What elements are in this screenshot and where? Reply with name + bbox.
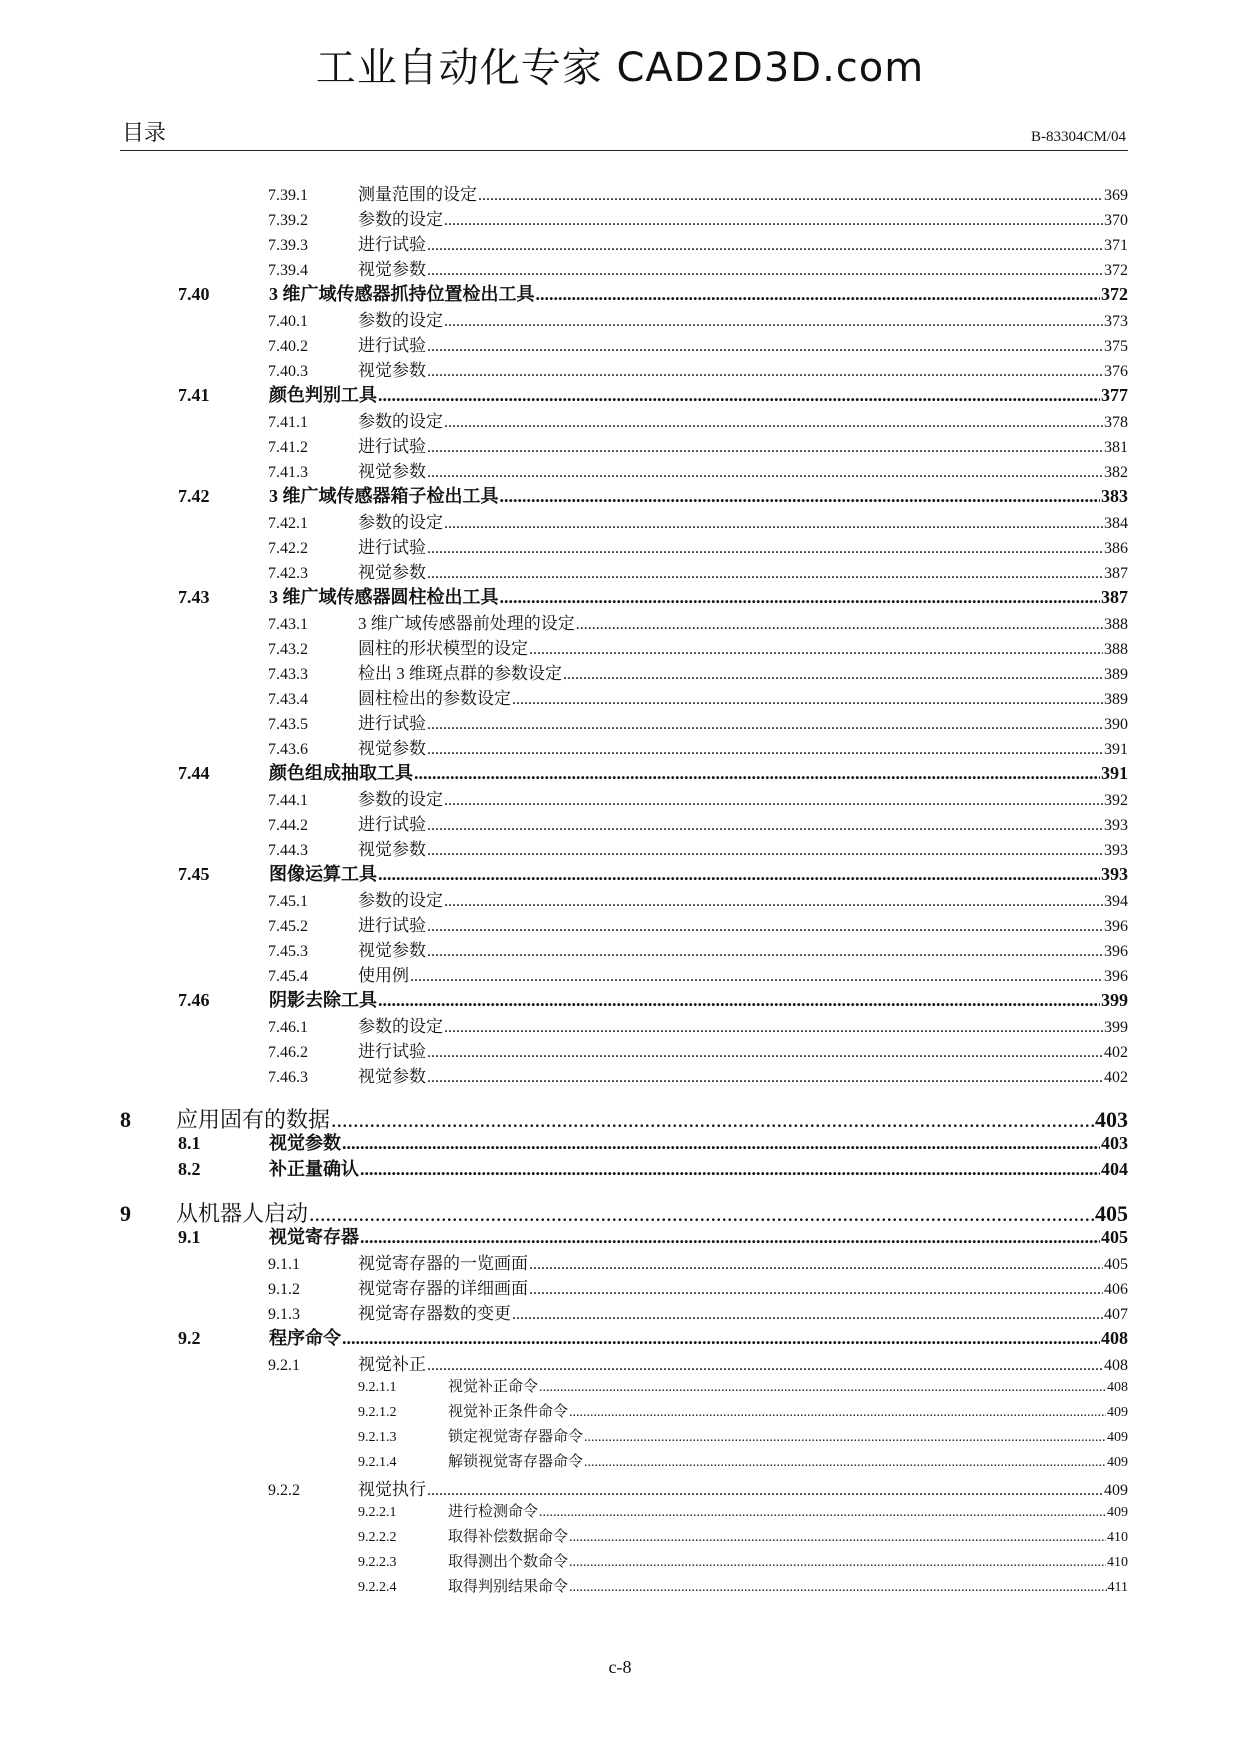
toc-entry-title: 进行试验 <box>358 437 426 456</box>
toc-entry-number: 7.41 <box>178 385 210 405</box>
toc-entry-number: 9.1 <box>178 1227 201 1247</box>
toc-entry-title: 视觉补正 <box>358 1355 426 1374</box>
toc-entry-page: 388 <box>1104 641 1128 658</box>
toc-entry[interactable] <box>120 835 1128 860</box>
toc-entry-number: 7.41.2 <box>268 439 308 456</box>
toc-dot-leader <box>584 1430 1106 1446</box>
toc-entry[interactable] <box>120 1550 1128 1575</box>
toc-entry-title: 视觉寄存器数的变更 <box>358 1304 511 1323</box>
toc-entry-title: 应用固有的数据 <box>176 1107 331 1132</box>
toc-entry-number: 7.43.2 <box>268 641 308 658</box>
toc-entry[interactable] <box>120 1223 1128 1249</box>
toc-entry-page: 411 <box>1107 1580 1128 1595</box>
toc-entry-number: 7.42.3 <box>268 565 308 582</box>
toc-entry[interactable] <box>120 911 1128 936</box>
toc-entry[interactable] <box>120 432 1128 457</box>
toc-entry[interactable] <box>120 1197 1128 1226</box>
toc-dot-leader <box>427 262 1103 280</box>
toc-entry[interactable] <box>120 860 1128 886</box>
toc-entry-title: 视觉补正条件命令 <box>448 1404 569 1420</box>
toc-entry-page: 369 <box>1104 187 1128 204</box>
toc-dot-leader <box>427 565 1103 583</box>
toc-entry-title: 参数的设定 <box>358 1017 443 1036</box>
toc-entry-page: 393 <box>1104 842 1128 859</box>
toc-entry[interactable] <box>120 255 1128 280</box>
toc-entry-page: 410 <box>1107 1530 1128 1545</box>
toc-entry-title: 参数的设定 <box>358 891 443 910</box>
toc-entry-page: 390 <box>1104 716 1128 733</box>
toc-dot-leader <box>584 1455 1106 1471</box>
toc-entry-title: 进行试验 <box>358 714 426 733</box>
toc-entry[interactable] <box>120 1500 1128 1525</box>
toc-entry-title: 3 维广域传感器前处理的设定 <box>358 614 575 633</box>
toc-entry[interactable] <box>120 1155 1128 1181</box>
toc-entry-number: 9 <box>120 1201 131 1226</box>
toc-entry-title: 进行检测命令 <box>448 1504 539 1520</box>
toc-entry[interactable] <box>120 734 1128 759</box>
toc-entry-number: 9.1.1 <box>268 1256 300 1273</box>
toc-dot-leader <box>512 691 1103 709</box>
toc-entry-number: 7.40 <box>178 284 210 304</box>
toc-entry-page: 387 <box>1101 587 1128 607</box>
toc-entry-page: 387 <box>1104 565 1128 582</box>
toc-entry[interactable] <box>120 886 1128 911</box>
toc-dot-leader <box>360 1159 1100 1180</box>
toc-entry-page: 409 <box>1107 1455 1128 1470</box>
toc-dot-leader <box>444 515 1103 533</box>
toc-entry-number: 9.2.1.4 <box>358 1455 397 1470</box>
toc-dot-leader <box>444 1019 1103 1037</box>
toc-entry-title: 取得补偿数据命令 <box>448 1529 569 1545</box>
toc-entry-title: 圆柱的形状模型的设定 <box>358 639 528 658</box>
toc-dot-leader <box>414 763 1100 784</box>
toc-entry[interactable] <box>120 356 1128 381</box>
toc-entry-number: 7.45.1 <box>268 893 308 910</box>
toc-entry-page: 376 <box>1104 363 1128 380</box>
toc-dot-leader <box>378 864 1100 885</box>
toc-entry[interactable] <box>120 1062 1128 1087</box>
toc-entry[interactable] <box>120 936 1128 961</box>
toc-dot-leader <box>378 990 1100 1011</box>
toc-dot-leader <box>427 363 1103 381</box>
toc-entry-page: 408 <box>1107 1380 1128 1395</box>
toc-entry-title: 补正量确认 <box>269 1159 359 1179</box>
toc-dot-leader <box>529 1281 1103 1299</box>
toc-entry[interactable] <box>120 533 1128 558</box>
toc-entry-number: 7.45.3 <box>268 943 308 960</box>
toc-entry[interactable] <box>120 1350 1128 1375</box>
toc-entry-page: 393 <box>1101 864 1128 884</box>
toc-entry-title: 进行试验 <box>358 235 426 254</box>
toc-entry[interactable] <box>120 1525 1128 1550</box>
toc-dot-leader <box>478 187 1103 205</box>
toc-entry[interactable] <box>120 180 1128 205</box>
toc-entry-page: 405 <box>1101 1227 1128 1247</box>
toc-entry[interactable] <box>120 1129 1128 1155</box>
toc-dot-leader <box>444 792 1103 810</box>
toc-dot-leader <box>427 943 1103 961</box>
toc-entry-page: 375 <box>1104 338 1128 355</box>
toc-entry-page: 408 <box>1101 1328 1128 1348</box>
toc-entry-number: 7.44.2 <box>268 817 308 834</box>
toc-entry-number: 7.43.3 <box>268 666 308 683</box>
toc-dot-leader <box>427 1482 1103 1500</box>
toc-entry-title: 视觉参数 <box>358 1067 426 1086</box>
toc-entry-number: 7.46.1 <box>268 1019 308 1036</box>
toc-dot-leader <box>569 1405 1106 1421</box>
toc-entry-number: 7.43.4 <box>268 691 308 708</box>
toc-entry-page: 403 <box>1095 1107 1128 1132</box>
toc-entry-title: 3 维广域传感器圆柱检出工具 <box>269 587 499 607</box>
toc-entry-title: 取得测出个数命令 <box>448 1554 569 1570</box>
toc-entry-page: 410 <box>1107 1555 1128 1570</box>
toc-entry-page: 406 <box>1104 1281 1128 1298</box>
toc-entry-title: 进行试验 <box>358 815 426 834</box>
toc-entry-page: 381 <box>1104 439 1128 456</box>
toc-entry-page: 392 <box>1104 792 1128 809</box>
toc-entry-number: 7.39.2 <box>268 212 308 229</box>
toc-entry-title: 视觉参数 <box>358 361 426 380</box>
toc-entry[interactable] <box>120 1324 1128 1350</box>
toc-entry-title: 图像运算工具 <box>269 864 377 884</box>
toc-dot-leader <box>444 893 1103 911</box>
toc-entry-page: 373 <box>1104 313 1128 330</box>
toc-entry-number: 9.2.2.2 <box>358 1530 397 1545</box>
toc-entry[interactable] <box>120 1299 1128 1324</box>
toc-entry-page: 409 <box>1107 1430 1128 1445</box>
toc-dot-leader <box>569 1555 1106 1571</box>
toc-entry[interactable] <box>120 1575 1128 1600</box>
toc-entry-page: 396 <box>1104 918 1128 935</box>
toc-entry-title: 参数的设定 <box>358 210 443 229</box>
toc-entry[interactable] <box>120 634 1128 659</box>
toc-entry[interactable] <box>120 785 1128 810</box>
toc-entry-title: 3 维广域传感器抓持位置检出工具 <box>269 284 535 304</box>
toc-entry-number: 7.45 <box>178 864 210 884</box>
toc-entry[interactable] <box>120 508 1128 533</box>
toc-entry[interactable] <box>120 659 1128 684</box>
toc-entry[interactable] <box>120 306 1128 331</box>
toc-entry-page: 403 <box>1101 1133 1128 1153</box>
toc-entry[interactable] <box>120 1475 1128 1500</box>
toc-entry-page: 405 <box>1104 1256 1128 1273</box>
toc-entry-title: 锁定视觉寄存器命令 <box>448 1429 584 1445</box>
toc-dot-leader <box>427 439 1103 457</box>
toc-entry[interactable] <box>120 381 1128 407</box>
toc-entry-title: 圆柱检出的参数设定 <box>358 689 511 708</box>
toc-entry-number: 9.2.2 <box>268 1482 300 1499</box>
toc-entry[interactable] <box>120 558 1128 583</box>
toc-entry-number: 8.2 <box>178 1159 201 1179</box>
toc-dot-leader <box>427 1044 1103 1062</box>
toc-entry-number: 7.44 <box>178 763 210 783</box>
toc-entry-number: 8 <box>120 1107 131 1132</box>
toc-dot-leader <box>539 1380 1106 1396</box>
toc-entry-page: 396 <box>1104 968 1128 985</box>
toc-entry-number: 9.1.2 <box>268 1281 300 1298</box>
toc-entry[interactable] <box>120 331 1128 356</box>
toc-entry-page: 399 <box>1101 990 1128 1010</box>
toc-entry-title: 视觉寄存器的一览画面 <box>358 1254 528 1273</box>
toc-entry-title: 参数的设定 <box>358 412 443 431</box>
toc-dot-leader <box>427 464 1103 482</box>
toc-entry-title: 进行试验 <box>358 336 426 355</box>
toc-entry[interactable] <box>120 230 1128 255</box>
toc-entry-page: 386 <box>1104 540 1128 557</box>
toc-dot-leader <box>342 1328 1100 1349</box>
toc-entry-number: 7.45.4 <box>268 968 308 985</box>
toc-entry-title: 参数的设定 <box>358 513 443 532</box>
toc-entry[interactable] <box>120 810 1128 835</box>
toc-dot-leader <box>500 486 1101 507</box>
toc-entry-title: 视觉补正命令 <box>448 1379 539 1395</box>
toc-dot-leader <box>563 666 1103 684</box>
toc-dot-leader <box>427 338 1103 356</box>
toc-entry[interactable] <box>120 1249 1128 1274</box>
toc-entry[interactable] <box>120 280 1128 306</box>
toc-entry[interactable] <box>120 609 1128 634</box>
toc-entry-number: 7.43.6 <box>268 741 308 758</box>
toc-entry-page: 407 <box>1104 1306 1128 1323</box>
toc-entry-page: 372 <box>1101 284 1128 304</box>
toc-entry-number: 7.40.2 <box>268 338 308 355</box>
toc-entry[interactable] <box>120 1103 1128 1132</box>
toc-entry-title: 进行试验 <box>358 1042 426 1061</box>
toc-entry-number: 7.40.1 <box>268 313 308 330</box>
toc-entry-page: 394 <box>1104 893 1128 910</box>
toc-dot-leader <box>427 741 1103 759</box>
toc-dot-leader <box>360 1227 1100 1248</box>
toc-entry[interactable] <box>120 1400 1128 1425</box>
toc-entry-page: 393 <box>1104 817 1128 834</box>
toc-entry-page: 388 <box>1104 616 1128 633</box>
toc-entry-number: 9.1.3 <box>268 1306 300 1323</box>
toc-entry[interactable] <box>120 1012 1128 1037</box>
toc-dot-leader <box>427 842 1103 860</box>
toc-dot-leader <box>444 212 1103 230</box>
toc-entry-title: 视觉参数 <box>269 1133 341 1153</box>
toc-entry-title: 取得判别结果命令 <box>448 1579 569 1595</box>
toc-entry[interactable] <box>120 1450 1128 1475</box>
toc-entry[interactable] <box>120 709 1128 734</box>
toc-entry[interactable] <box>120 1274 1128 1299</box>
toc-dot-leader <box>529 1256 1103 1274</box>
toc-entry[interactable] <box>120 583 1128 609</box>
toc-entry-page: 378 <box>1104 414 1128 431</box>
toc-entry-title: 视觉寄存器 <box>269 1227 359 1247</box>
toc-entry-number: 7.45.2 <box>268 918 308 935</box>
toc-entry-title: 视觉执行 <box>358 1480 426 1499</box>
toc-dot-leader <box>539 1505 1106 1521</box>
toc-entry-number: 9.2 <box>178 1328 201 1348</box>
toc-dot-leader <box>427 237 1103 255</box>
toc-entry-title: 程序命令 <box>269 1328 341 1348</box>
toc-entry-title: 使用例 <box>358 966 409 985</box>
toc-entry[interactable] <box>120 457 1128 482</box>
toc-entry-page: 409 <box>1107 1405 1128 1420</box>
toc-entry-number: 9.2.1 <box>268 1357 300 1374</box>
toc-entry[interactable] <box>120 482 1128 508</box>
toc-dot-leader <box>536 284 1101 305</box>
toc-entry-number: 7.42 <box>178 486 210 506</box>
toc-entry-page: 391 <box>1101 763 1128 783</box>
toc-entry-title: 进行试验 <box>358 916 426 935</box>
toc-dot-leader <box>378 385 1100 406</box>
toc-entry-page: 383 <box>1101 486 1128 506</box>
toc-entry-number: 7.44.1 <box>268 792 308 809</box>
toc-entry-page: 372 <box>1104 262 1128 279</box>
toc-entry-title: 颜色判别工具 <box>269 385 377 405</box>
toc-entry-title: 颜色组成抽取工具 <box>269 763 413 783</box>
toc-entry-number: 7.39.3 <box>268 237 308 254</box>
header-doc-number: B-83304CM/04 <box>1030 129 1126 145</box>
toc-entry-number: 7.44.3 <box>268 842 308 859</box>
toc-entry-page: 399 <box>1104 1019 1128 1036</box>
toc-entry-page: 402 <box>1104 1069 1128 1086</box>
toc-entry-title: 视觉寄存器的详细画面 <box>358 1279 528 1298</box>
toc-dot-leader <box>410 968 1103 986</box>
toc-dot-leader <box>569 1580 1107 1596</box>
toc-entry-number: 9.2.2.4 <box>358 1580 397 1595</box>
toc-entry-title: 检出 3 维斑点群的参数设定 <box>358 664 562 683</box>
toc-dot-leader <box>569 1530 1106 1546</box>
toc-entry-title: 参数的设定 <box>358 790 443 809</box>
toc-dot-leader <box>427 1357 1103 1375</box>
toc-entry-title: 解锁视觉寄存器命令 <box>448 1454 584 1470</box>
toc-entry[interactable] <box>120 684 1128 709</box>
toc-entry-title: 视觉参数 <box>358 462 426 481</box>
toc-entry-number: 7.46.3 <box>268 1069 308 1086</box>
toc-entry-number: 7.39.1 <box>268 187 308 204</box>
toc-entry-number: 7.42.1 <box>268 515 308 532</box>
toc-entry-number: 7.41.3 <box>268 464 308 481</box>
toc-dot-leader <box>427 716 1103 734</box>
toc-entry-page: 404 <box>1101 1159 1128 1179</box>
toc-entry-page: 409 <box>1104 1482 1128 1499</box>
toc-entry-number: 9.2.1.3 <box>358 1430 397 1445</box>
toc-dot-leader <box>427 817 1103 835</box>
toc-entry-title: 视觉参数 <box>358 941 426 960</box>
toc-entry-page: 370 <box>1104 212 1128 229</box>
toc-entry-title: 参数的设定 <box>358 311 443 330</box>
toc-entry-title: 视觉参数 <box>358 260 426 279</box>
toc-entry-title: 视觉参数 <box>358 563 426 582</box>
toc-entry-number: 7.43 <box>178 587 210 607</box>
toc-entry-page: 382 <box>1104 464 1128 481</box>
toc-entry-number: 7.43.5 <box>268 716 308 733</box>
toc-entry-title: 进行试验 <box>358 538 426 557</box>
toc-dot-leader <box>342 1133 1100 1154</box>
toc-entry-page: 377 <box>1101 385 1128 405</box>
toc-dot-leader <box>512 1306 1103 1324</box>
toc-entry-title: 测量范围的设定 <box>358 185 477 204</box>
toc-entry-page: 396 <box>1104 943 1128 960</box>
toc-entry[interactable] <box>120 1425 1128 1450</box>
toc-entry-page: 389 <box>1104 691 1128 708</box>
page-header <box>120 118 1128 151</box>
toc-entry-number: 7.43.1 <box>268 616 308 633</box>
toc-dot-leader <box>576 616 1103 634</box>
toc-entry[interactable] <box>120 961 1128 986</box>
toc-entry-number: 7.40.3 <box>268 363 308 380</box>
toc-entry[interactable] <box>120 407 1128 432</box>
toc-dot-leader <box>427 540 1103 558</box>
toc-entry-number: 7.41.1 <box>268 414 308 431</box>
toc-entry-number: 9.2.1.2 <box>358 1405 397 1420</box>
toc-entry-page: 409 <box>1107 1505 1128 1520</box>
toc-dot-leader <box>427 1069 1103 1087</box>
toc-dot-leader <box>444 313 1103 331</box>
toc-entry-number: 7.42.2 <box>268 540 308 557</box>
toc-entry[interactable] <box>120 1037 1128 1062</box>
toc-entry[interactable] <box>120 205 1128 230</box>
toc-entry-number: 7.39.4 <box>268 262 308 279</box>
table-of-contents <box>120 180 1128 1600</box>
toc-entry-number: 9.2.2.1 <box>358 1505 397 1520</box>
toc-entry-title: 视觉参数 <box>358 739 426 758</box>
toc-entry-page: 389 <box>1104 666 1128 683</box>
toc-entry-number: 7.46.2 <box>268 1044 308 1061</box>
toc-entry-number: 9.2.2.3 <box>358 1555 397 1570</box>
toc-entry-page: 384 <box>1104 515 1128 532</box>
toc-entry[interactable] <box>120 986 1128 1012</box>
header-section-title: 目录 <box>122 121 167 146</box>
toc-entry[interactable] <box>120 759 1128 785</box>
toc-dot-leader <box>444 414 1103 432</box>
watermark-title: 工业自动化专家 CAD2D3D.com <box>315 45 925 91</box>
toc-dot-leader <box>500 587 1101 608</box>
toc-entry-title: 3 维广域传感器箱子检出工具 <box>269 486 499 506</box>
toc-entry-page: 391 <box>1104 741 1128 758</box>
toc-entry-title: 视觉参数 <box>358 840 426 859</box>
toc-entry-page: 402 <box>1104 1044 1128 1061</box>
toc-entry-page: 405 <box>1095 1201 1128 1226</box>
page-number: c-8 <box>608 1657 632 1677</box>
toc-entry-number: 8.1 <box>178 1133 201 1153</box>
toc-entry-title: 从机器人启动 <box>176 1201 309 1226</box>
toc-entry-number: 9.2.1.1 <box>358 1380 397 1395</box>
toc-entry-title: 阴影去除工具 <box>269 990 377 1010</box>
toc-entry[interactable] <box>120 1375 1128 1400</box>
toc-entry-number: 7.46 <box>178 990 210 1010</box>
toc-entry-page: 408 <box>1104 1357 1128 1374</box>
toc-dot-leader <box>529 641 1103 659</box>
toc-dot-leader <box>427 918 1103 936</box>
toc-entry-page: 371 <box>1104 237 1128 254</box>
